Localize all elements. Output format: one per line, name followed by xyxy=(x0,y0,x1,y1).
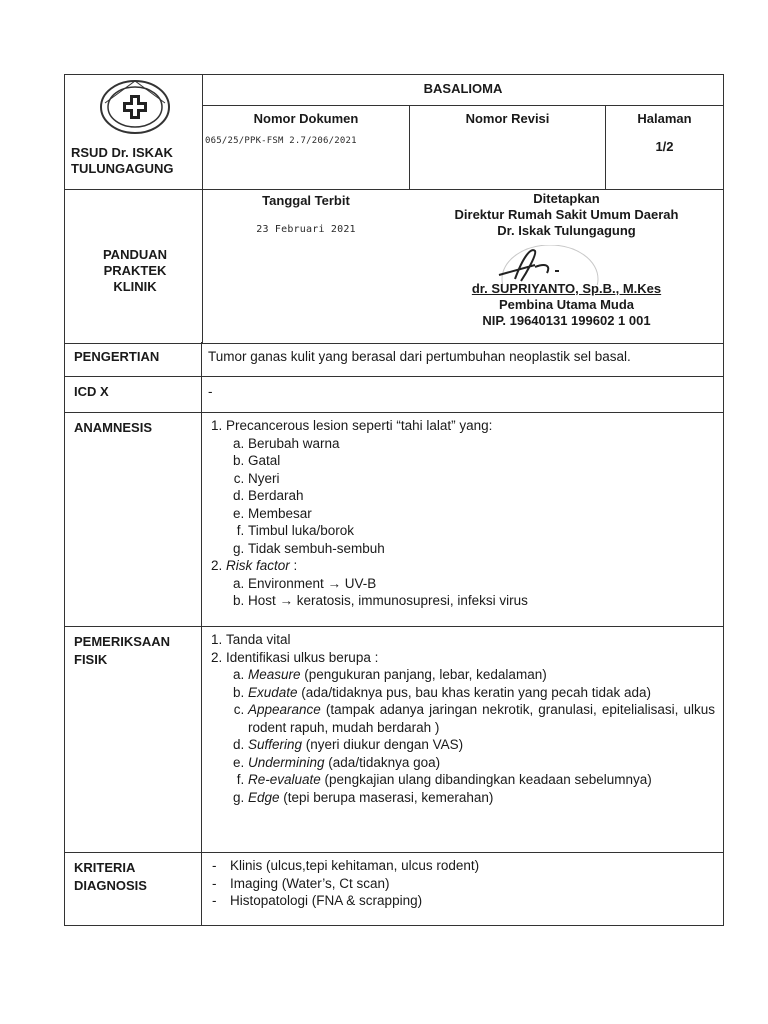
list-item: c. Nyeri xyxy=(248,470,715,488)
header-divider xyxy=(202,105,723,106)
doc-number-label: Nomor Dokumen xyxy=(253,111,359,126)
list-item: b. Host → keratosis, immunosupresi, infeksi virus xyxy=(248,592,715,610)
header-divider xyxy=(65,189,723,190)
list-item: 2. Risk factor : a. Environment → UV-B b. Host → keratosis, immunosupresi, infeksi virus xyxy=(226,557,715,610)
list-item: d. Berdarah xyxy=(248,487,715,505)
list-item: a. Environment → UV-B xyxy=(248,575,715,593)
revision-label: Nomor Revisi xyxy=(465,111,550,126)
approver-details: dr. SUPRIYANTO, Sp.B., M.Kes Pembina Utama Muda NIP. 19640131 199602 1 001 xyxy=(471,281,662,328)
hospital-logo-icon xyxy=(99,79,171,135)
document-header xyxy=(64,74,724,344)
content-table xyxy=(64,342,724,926)
list-item: f. Timbul luka/borok xyxy=(248,522,715,540)
section-title: PANDUAN PRAKTEK KLINIK xyxy=(102,247,168,294)
list-item: e. Undermining (ada/tidaknya goa) xyxy=(248,754,715,772)
doc-number-value: 065/25/PPK-FSM 2.7/206/2021 xyxy=(205,136,357,146)
pengertian-label: PENGERTIAN xyxy=(65,342,202,376)
issue-date-label: Tanggal Terbit xyxy=(262,193,350,208)
list-item: f. Re-evaluate (pengkajian ulang dibandingkan keadaan sebelumnya) xyxy=(248,771,715,789)
hospital-name: RSUD Dr. ISKAK TULUNGAGUNG xyxy=(71,145,174,176)
list-item: 2. Identifikasi ulkus berupa : a. Measure (pengukuran panjang, lebar, kedalaman) b. Exudate (ada/tidaknya pus, bau khas keratin yang pecah tidak ada) c. Appearance (tampak adanya jaringan nekrotik, granulasi, epitelialisasi, ulkus rodent rapuh, mudah berdarah ) d. Suffering (nyeri diukur dengan VAS) e. Undermining (ada/tidaknya goa) f. Re-evaluate (pengkajian ulang dibandingkan keadaan sebelumnya) g. Edge (tepi berupa maserasi, kemerahan) xyxy=(226,649,715,807)
approval-block: Ditetapkan Direktur Rumah Sakit Umum Daerah Dr. Iskak Tulungagung xyxy=(454,191,679,238)
list-item: a. Berubah warna xyxy=(248,435,715,453)
list-item: d. Suffering (nyeri diukur dengan VAS) xyxy=(248,736,715,754)
list-item: 1. Tanda vital xyxy=(226,631,715,649)
list-item: b. Gatal xyxy=(248,452,715,470)
list-item: e. Membesar xyxy=(248,505,715,523)
pemeriksaan-content xyxy=(202,627,723,852)
list-item: 1. Precancerous lesion seperti “tahi lalat” yang: a. Berubah warna b. Gatal c. Nyeri d. Berdarah e. Membesar f. Timbul luka/borok g. Tidak sembuh-sembuh xyxy=(226,417,715,557)
kriteria-label: KRITERIA DIAGNOSIS xyxy=(65,853,202,925)
list-item: b. Exudate (ada/tidaknya pus, bau khas keratin yang pecah tidak ada) xyxy=(248,684,715,702)
list-item: - Klinis (ulcus,tepi kehitaman, ulcus rodent) xyxy=(230,857,715,875)
kriteria-row xyxy=(65,852,723,925)
list-item: - Imaging (Water’s, Ct scan) xyxy=(230,875,715,893)
pengertian-row xyxy=(65,342,723,376)
document-sheet xyxy=(64,74,724,926)
list-item: g. Tidak sembuh-sembuh xyxy=(248,540,715,558)
anamnesis-content xyxy=(202,413,723,626)
pemeriksaan-label: PEMERIKSAAN FISIK xyxy=(65,627,202,852)
icd-text: - xyxy=(208,384,213,399)
list-item: a. Measure (pengukuran panjang, lebar, kedalaman) xyxy=(248,666,715,684)
icd-row xyxy=(65,376,723,412)
list-item: - Histopatologi (FNA & scrapping) xyxy=(230,892,715,910)
page-value: 1/2 xyxy=(655,139,674,154)
page-label: Halaman xyxy=(637,111,692,126)
kriteria-content xyxy=(202,853,723,925)
anamnesis-label: ANAMNESIS xyxy=(65,413,202,626)
signature xyxy=(495,245,605,285)
list-item: c. Appearance (tampak adanya jaringan nekrotik, granulasi, epitelialisasi, ulkus rodent rapuh, mudah berdarah ) xyxy=(248,701,715,736)
anamnesis-row xyxy=(65,412,723,626)
pengertian-text: Tumor ganas kulit yang berasal dari pertumbuhan neoplastik sel basal. xyxy=(208,349,631,364)
pemeriksaan-row xyxy=(65,626,723,852)
document-title: BASALIOMA xyxy=(423,81,503,96)
list-item: g. Edge (tepi berupa maserasi, kemerahan) xyxy=(248,789,715,807)
issue-date-value: 23 Februari 2021 xyxy=(256,224,356,235)
icd-label: ICD X xyxy=(65,377,202,412)
